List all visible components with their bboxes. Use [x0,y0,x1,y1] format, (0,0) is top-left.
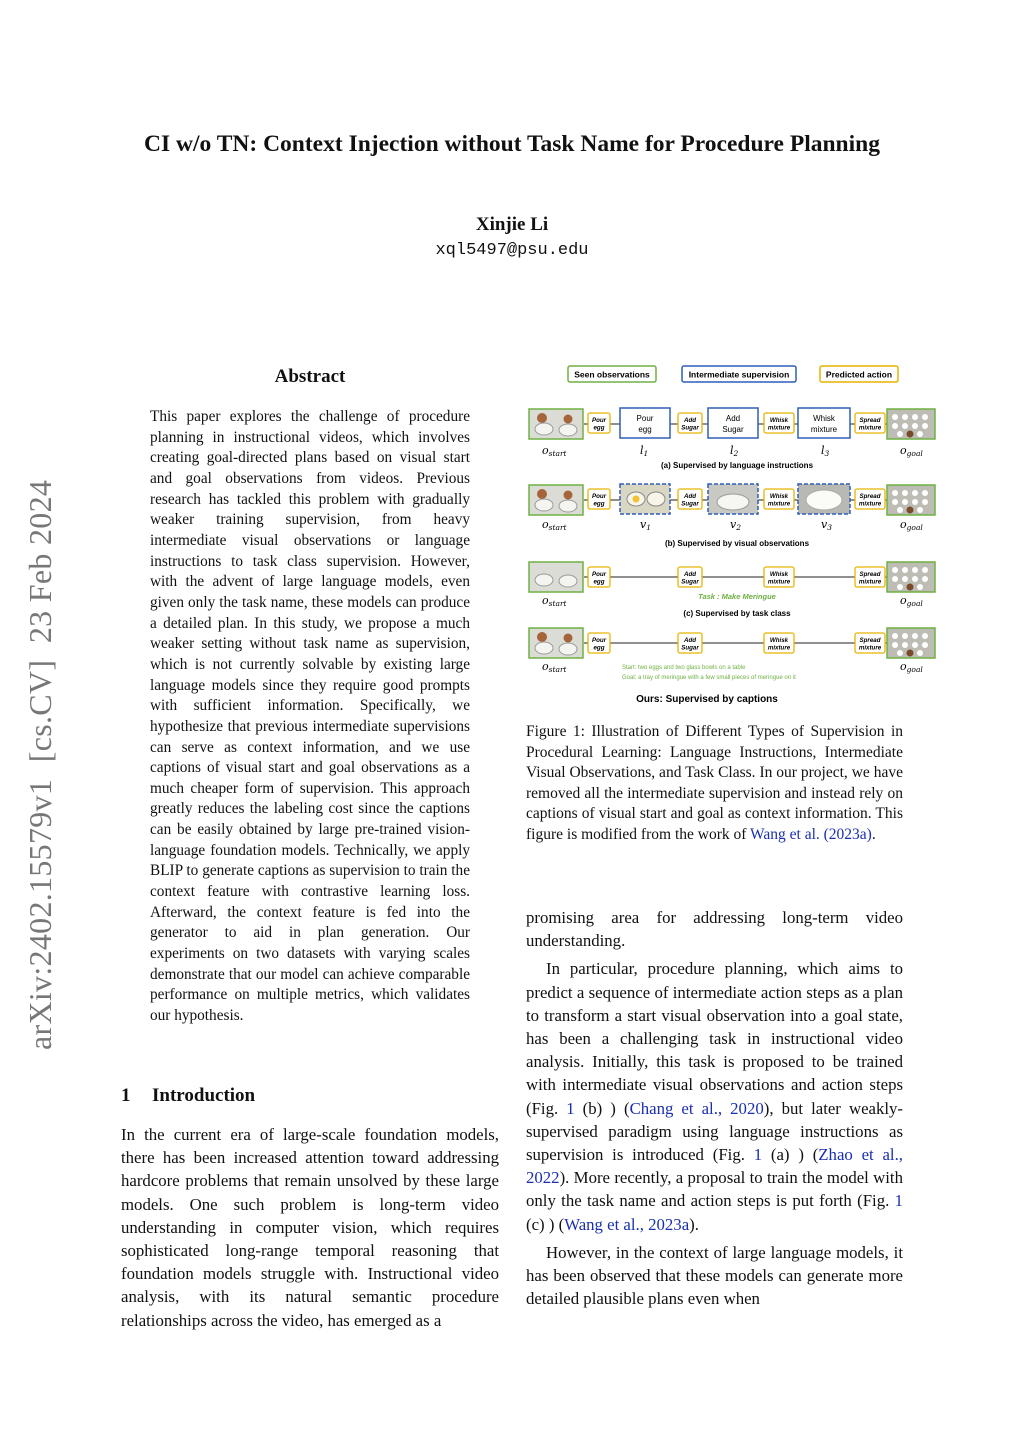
svg-text:v2: v2 [730,518,741,532]
svg-text:mixture: mixture [767,644,791,652]
figure-ref-link[interactable]: 1 [566,1098,575,1118]
svg-text:ostart: ostart [542,518,567,532]
action-spread-2: mixture [858,424,882,432]
row-a [529,408,935,470]
citation-link[interactable]: Zhao et al., 2022 [526,1145,903,1188]
svg-text:Pour: Pour [591,571,607,578]
figure-ref-link[interactable]: 1 [753,1145,763,1165]
row-b-label: (b) Supervised by visual observations [664,539,810,548]
svg-text:ogoal: ogoal [900,444,923,458]
arxiv-stamp: arXiv:2402.15579v1 [cs.CV] 23 Feb 2024 [22,479,58,1050]
svg-text:l1: l1 [640,444,649,458]
right-column-text [526,906,903,1310]
row-ours-label: Ours: Supervised by captions [636,694,778,705]
action-pour-2: egg [593,424,605,432]
abstract-text: This paper explores the challenge of procedure planning in instructional videos, which involves creating goal-directed plans based on visual start and goal observations from videos. Previous research has tackled this problem with gradually weaker training supervision, from heavy intermediate visual observations or language instructions to task class supervision. However, with the advent of large language models, even given only the task name, these models can produce a detailed plan. In this study, we propose a much weaker setting without task name as supervision, which is not currently solvable by existing large language models since they require good prompts with sufficient information. Specifically, we hypothesize that previous intermediate supervisions can serve as context information, and we use captions of visual start and goal observations as a much cheaper form of supervision. This approach greatly reduces the labeling cost since the captions can be easily obtained by large pre-trained vision-language foundation models. Technically, we apply BLIP to generate captions as supervision to train the context feature with contrastive learning loss. Afterward, the context feature is fed into the generator to aid in plan generation. Our experiments on two datasets with varying scales demonstrate that our model can achieve comparable performance on multiple metrics, which validates our hypothesis. [150,408,470,1025]
svg-text:Sugar: Sugar [681,644,699,652]
svg-text:mixture: mixture [858,578,882,586]
svg-text:l2: l2 [730,444,739,458]
lang-whisk-1: Whisk [813,414,835,423]
legend-predicted [820,366,898,382]
paragraph-1: promising area for addressing long-term video understanding. [526,908,903,951]
intro-heading [121,1085,255,1107]
svg-text:ogoal: ogoal [900,518,923,532]
row-b [529,484,935,548]
svg-text:Whisk: Whisk [769,571,789,578]
caption-end: . [871,825,876,843]
svg-text:Sugar: Sugar [681,500,699,508]
row-a-label: (a) Supervised by language instructions [660,461,814,470]
svg-text:ostart: ostart [542,594,567,608]
legend-intermediate [682,366,796,382]
citation-link[interactable]: Chang et al., 2020 [629,1098,764,1118]
figure-1 [524,362,944,712]
svg-text:Whisk: Whisk [769,493,789,500]
svg-text:egg: egg [593,644,605,652]
abstract-heading: Abstract [274,366,346,387]
row-ours [529,628,935,705]
legend-predicted-label: Predicted action [825,369,893,380]
svg-text:Spread: Spread [859,571,881,578]
svg-text:ogoal: ogoal [900,594,923,608]
svg-text:mixture: mixture [858,644,882,652]
paragraph-3: However, in the context of large language models, it has been observed that these models can generate more detailed plausible plans even when [526,1242,903,1309]
citation-link[interactable]: Wang et al., 2023a [564,1214,690,1234]
author-name: Xinjie Li [475,214,549,235]
svg-text:ostart: ostart [542,660,567,674]
legend-seen-label: Seen observations [574,369,650,380]
lang-whisk-2: mixture [810,425,838,434]
svg-text:ostart: ostart [542,444,567,458]
action-whisk-2: mixture [767,424,791,432]
svg-text:Add: Add [683,571,697,578]
lang-pour-1: Pour [636,414,654,423]
lang-pour-2: egg [638,425,652,434]
row-c [529,562,935,618]
task-label: Task : Make Meringue [698,592,776,601]
svg-text:l3: l3 [821,444,830,458]
caption-text: Figure 1: Illustration of Different Types of Supervision in Procedural Learning: Language Instructions, Intermediate Visual Observations, and Task Class. In our project, we have removed all the intermediate supervision and instead rely on captions of visual start and goal as context information. This figure is modified from the work of [526,723,903,843]
svg-text:Pour: Pour [591,637,607,644]
svg-text:egg: egg [593,578,605,586]
legend-seen [568,366,656,382]
svg-text:Add: Add [683,637,697,644]
svg-text:ogoal: ogoal [900,660,923,674]
caption-goal: Goal: a tray of meringue with a few small pieces of meringue on it [622,675,796,681]
svg-text:mixture: mixture [858,500,882,508]
lang-add-1: Add [725,414,741,423]
caption-citation-link[interactable]: Wang et al. (2023a) [750,825,872,843]
action-add-1: Add [683,417,697,424]
svg-text:v1: v1 [640,518,651,532]
section-title: Introduction [152,1085,256,1106]
action-spread-1: Spread [859,417,881,424]
svg-text:v3: v3 [821,518,832,532]
action-add-2: Sugar [681,424,699,432]
svg-text:Sugar: Sugar [681,578,699,586]
svg-text:Spread: Spread [859,637,881,644]
author-email: xql5497@psu.edu [435,241,589,260]
svg-text:mixture: mixture [767,500,791,508]
action-whisk-1: Whisk [769,417,789,424]
start-image [529,409,583,439]
paper-title: CI w/o TN: Context Injection without Task Name for Procedure Planning [144,131,880,157]
svg-text:Spread: Spread [859,493,881,500]
svg-text:Add: Add [683,493,697,500]
action-pour-1: Pour [591,417,607,424]
caption-start: Start: two eggs and two glass bowls on a table [622,665,746,671]
svg-text:egg: egg [593,500,605,508]
row-c-label: (c) Supervised by task class [683,609,791,618]
section-number: 1 [121,1085,131,1106]
figure-caption [526,722,903,846]
legend-intermediate-label: Intermediate supervision [688,369,790,380]
svg-text:mixture: mixture [767,578,791,586]
paragraph-2: In particular, procedure planning, which aims to predict a sequence of intermediate action steps as a plan to transform a start visual observation into a goal state, has been a challenging task in instructional video analysis. Initially, this task is proposed to be trained with intermediate visual observations and action steps (Fig. 1 (b) ) (Chang et al., 2020), but later weakly-supervised paradigm using language instructions as supervision is introduced (Fig. 1 (a) ) (Zhao et al., 2022). More recently, a proposal to train the model with only the task name and action steps is put forth (Fig. 1 (c) ) (Wang et al., 2023a). [526,959,903,1234]
intro-text: In the current era of large-scale foundation models, there has been increased attention toward addressing hardcore problems that remain unsolved by these large models. One such problem is long-term video understanding in computer vision, which requires sophisticated long-range temporal reasoning that foundation models struggle with. Instructional video analysis, with its natural semantic procedure relationships across the video, has emerged as a [121,1125,499,1330]
figure-ref-link[interactable]: 1 [894,1191,903,1211]
svg-text:Whisk: Whisk [769,637,789,644]
lang-add-2: Sugar [722,425,744,434]
svg-text:Pour: Pour [591,493,607,500]
